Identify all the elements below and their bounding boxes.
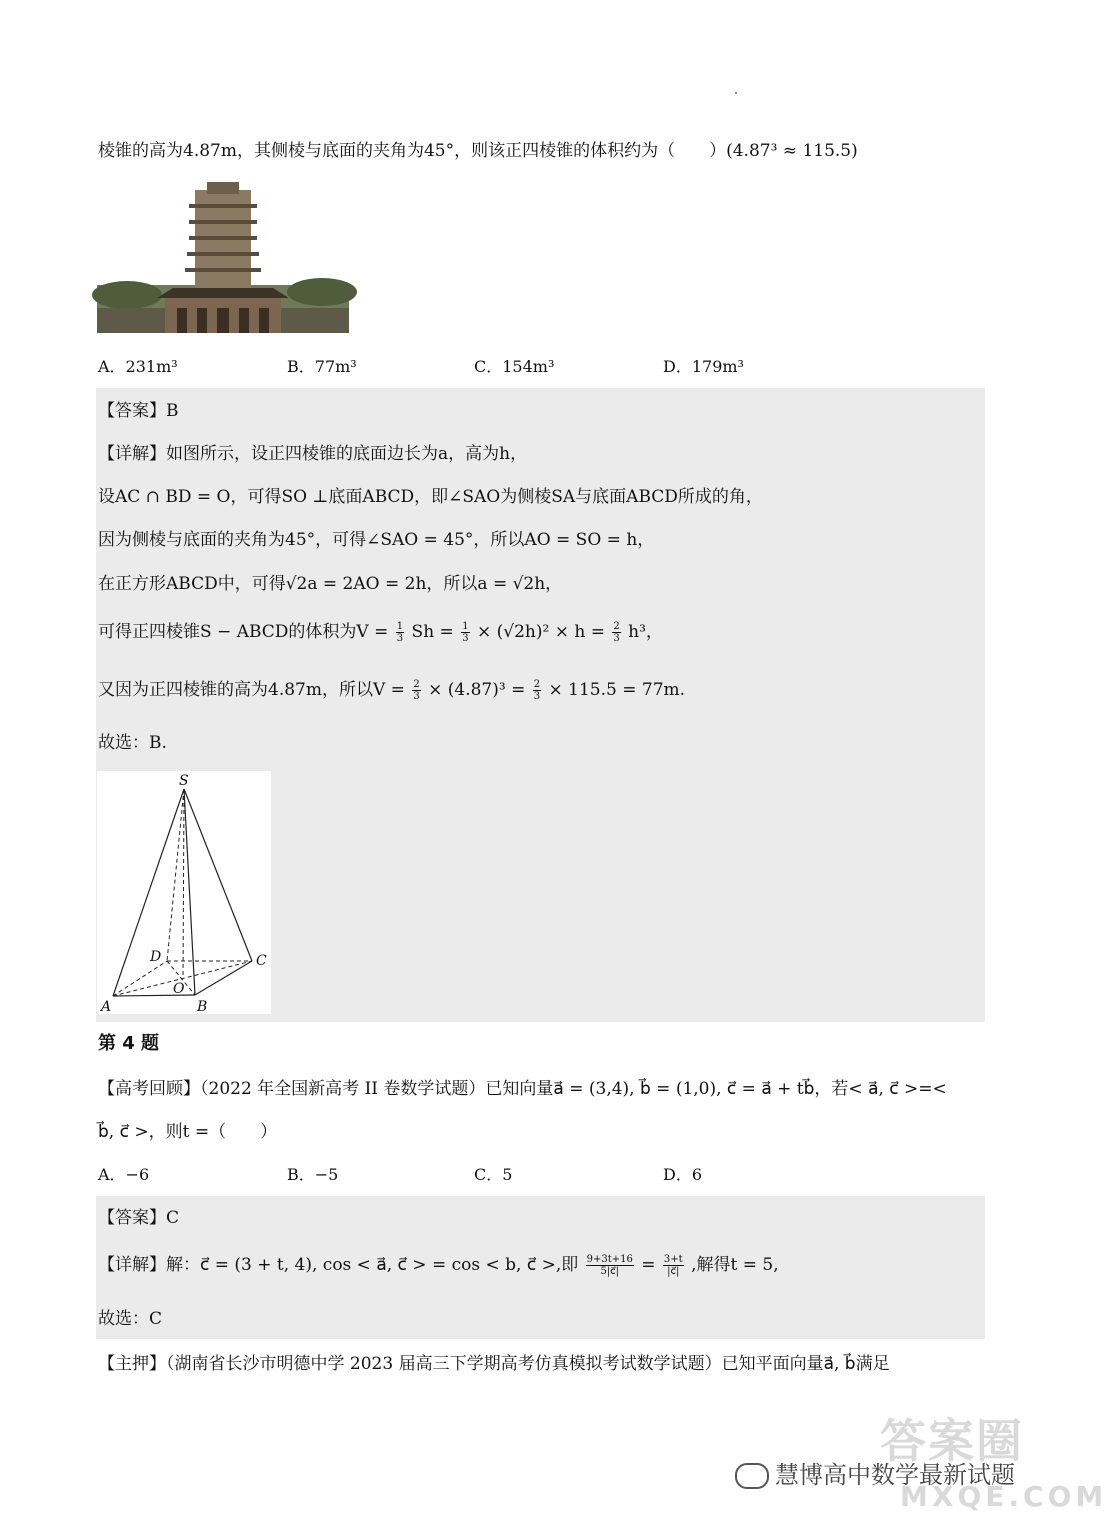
q3-detail-line-1: 【详解】如图所示，设正四棱锥的底面边长为a，高为h， (98, 444, 528, 464)
q3-detail-line-3: 因为侧棱与底面的夹角为45°，可得∠SAO = 45°，所以AO = SO = h， (98, 530, 655, 550)
q4-fraction-2: $\frac{3+t}{|c⃗|}$ (663, 1254, 683, 1277)
pagoda-photo (97, 180, 349, 333)
q3-conclusion: 故选：B. (98, 733, 167, 753)
q3-option-c: C．154m³ (474, 357, 555, 376)
fraction-two-thirds: $\frac{2}{3}$ (613, 621, 620, 644)
q4-detail-prefix: 【详解】解：c⃗ = (3 + t, 4), cos < a⃗, c⃗ > = cos < b, c⃗ >,即 (98, 1255, 579, 1275)
q4-stem-line-2: b⃗, c⃗ >，则t =（ ） (98, 1122, 278, 1142)
final-end: × 115.5 = 77m. (548, 680, 686, 700)
q3-option-a: A．231m³ (98, 357, 178, 376)
watermark-text: 慧博高中数学最新试题 (775, 1461, 1015, 1489)
q4-option-c: C．5 (474, 1165, 513, 1184)
label-c: C (256, 953, 267, 969)
label-b: B (197, 999, 208, 1015)
label-d: D (150, 949, 162, 965)
fraction-two-thirds-2: $\frac{2}{3}$ (413, 679, 420, 702)
q3-option-b: B．77m³ (287, 357, 357, 376)
q3-detail-line-4: 在正方形ABCD中，可得√2a = 2AO = 2h，所以a = √2h， (98, 574, 563, 594)
volume-end: h³， (628, 622, 663, 642)
answer-logo: 答案圈 (880, 1414, 1024, 1468)
label-s: S (179, 773, 189, 789)
q3-stem: 棱锥的高为4.87m，其侧棱与底面的夹角为45°，则该正四棱锥的体积约为（ ）(4.87³ ≈ 115.5) (98, 141, 858, 161)
wechat-watermark (735, 1455, 1015, 1490)
q4-option-d: D．6 (663, 1165, 703, 1184)
q4-option-a: A．−6 (98, 1165, 150, 1184)
q3-volume-line (98, 620, 663, 644)
q4-conclusion: 故选：C (98, 1309, 163, 1329)
q4-option-b: B．−5 (287, 1165, 339, 1184)
wechat-icon (735, 1463, 769, 1489)
q4-detail (98, 1253, 779, 1277)
fraction-one-third: $\frac{1}{3}$ (396, 621, 404, 644)
volume-mid-1: Sh = (411, 622, 454, 642)
label-o: O (173, 981, 185, 997)
q4-detail-end: ,解得t = 5, (691, 1255, 779, 1275)
final-mid: × (4.87)³ = (428, 680, 526, 700)
q3-detail-line-2: 设AC ∩ BD = O，可得SO ⊥底面ABCD，即∠SAO为侧棱SA与底面ABCD所成的角， (98, 487, 763, 507)
top-dot (735, 92, 737, 94)
q4-detail-eq: = (641, 1255, 656, 1275)
q4-title: 第 4 题 (98, 1033, 160, 1054)
q5-intro: 【主押】（湖南省长沙市明德中学 2023 届高三下学期高考仿真模拟考试数学试题）已知平面向量a⃗, b⃗满足 (98, 1354, 890, 1374)
q3-answer: 【答案】B (98, 401, 179, 421)
final-prefix: 又因为正四棱锥的高为4.87m，所以V = (98, 680, 405, 700)
q4-answer: 【答案】C (98, 1208, 180, 1228)
q4-fraction-1: $\frac{9+3t+16}{5|c⃗|}$ (586, 1254, 633, 1277)
volume-mid-2: × (√2h)² × h = (476, 622, 605, 642)
volume-prefix: 可得正四棱锥S − ABCD的体积为V = (98, 622, 389, 642)
q3-final-line (98, 678, 685, 702)
fraction-one-third-2: $\frac{1}{3}$ (462, 621, 469, 644)
q3-option-d: D．179m³ (663, 357, 744, 376)
answer-logo-sub: MXQE.COM (900, 1480, 1107, 1513)
fraction-two-thirds-3: $\frac{2}{3}$ (533, 679, 541, 702)
label-a: A (101, 999, 112, 1015)
q4-stem-line-1: 【高考回顾】（2022 年全国新高考 II 卷数学试题）已知向量a⃗ = (3,4), b⃗ = (1,0), c⃗ = a⃗ + tb⃗，若< a⃗, c⃗ >=< (98, 1079, 947, 1099)
pyramid-diagram (97, 771, 271, 1014)
